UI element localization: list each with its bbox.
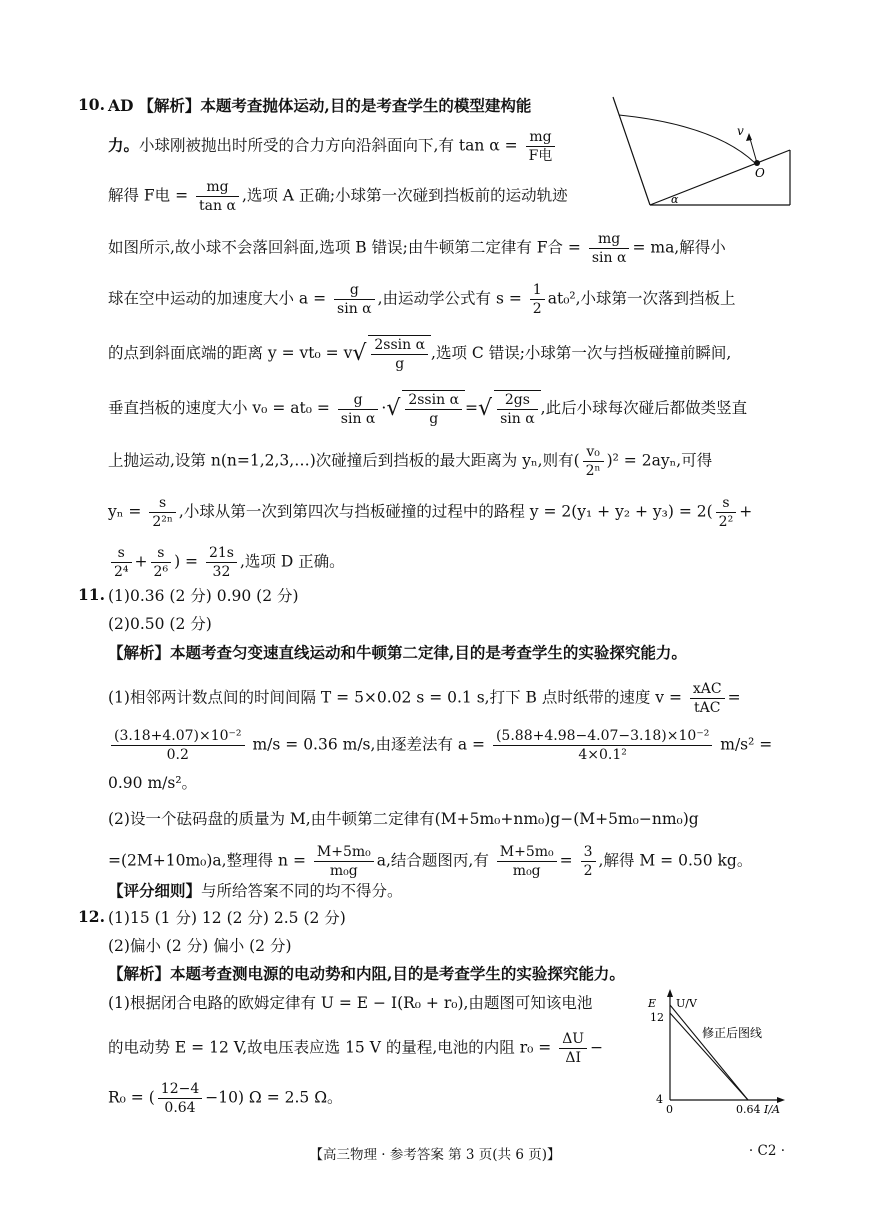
y-axis-arrow-icon <box>667 989 673 997</box>
q11-p3: 0.90 m/s²。 <box>108 774 198 792</box>
q11-p4: (2)设一个砝码盘的质量为 M,由牛顿第二定律有(M+5m₀+nm₀)g−(M+5m₀−nm₀)g <box>108 810 699 828</box>
q12-p1: (1)根据闭合电路的欧姆定律有 U = E − I(R₀ + r₀),由题图可知该电池 <box>108 994 593 1012</box>
q10-line2: 力。小球刚被抛出时所受的合力方向沿斜面向下,有 tan α = $\frac{mg}{\text{F电}}$ <box>108 128 558 165</box>
corrected-line-note: 修正后图线 <box>702 1026 763 1040</box>
fraction: $\frac{1}{2}$ <box>530 281 545 318</box>
fraction: $\frac{\text{2ssin α}}{g}$ <box>371 336 428 373</box>
corrected-line <box>670 1005 748 1100</box>
incline-figure <box>605 95 795 210</box>
alpha-label: α <box>671 193 679 206</box>
fraction: $\frac{s}{\text{2²}}$ <box>716 494 737 531</box>
fraction: $\frac{21s}{32}$ <box>206 544 237 581</box>
q12-p2: 的电动势 E = 12 V,故电压表应选 15 V 的量程,电池的内阻 r₀ = $\frac{\Delta U}{\Delta I}$ − <box>108 1031 604 1066</box>
q12-answer1: (1)15 (1 分) 12 (2 分) 2.5 (2 分) <box>108 909 346 927</box>
q12-p3: R₀ = ( $\frac{12-4}{0.64}$ −10) Ω = 2.5 Ω。 <box>108 1081 343 1116</box>
arrow-head-icon <box>746 133 752 141</box>
q10-line4: 如图所示,故小球不会落回斜面,选项 B 错误;由牛顿第二定律有 F合 = $\frac{mg}{\text{sin α}}$ = ma,解得小 <box>108 231 726 266</box>
fraction: $\frac{3}{2}$ <box>581 843 596 880</box>
q10-line6: 的点到斜面底端的距离 y = vt₀ = v√ $\frac{\text{2ssin α}}{g}$ ,选项 C 错误;小球第一次与挡板碰撞前瞬间, <box>108 337 732 372</box>
origin-label: 0 <box>666 1103 673 1115</box>
q10-line8: 上抛运动,设第 n(n=1,2,3,…)次碰撞后到挡板的最大距离为 yₙ,则有( $\frac{\text{v₀}}{\text{2ⁿ}}$ )² = 2ayₙ,可得 <box>108 444 713 479</box>
q11-p5: =(2M+10m₀)a,整理得 n = $\frac{\text{M+5m₀}}{\text{m₀g}}$ a,结合题图丙,有 $\frac{\text{M+5m₀}}{\text{m₀g}}$ = $\frac{3}{2}$ ,解得 M = 0.50 kg。 <box>108 844 753 879</box>
fraction: $\frac{\Delta U}{\Delta I}$ <box>559 1030 587 1067</box>
fraction: $\frac{\text{M+5m₀}}{\text{m₀g}}$ <box>497 843 557 880</box>
q11-number: 11. <box>78 585 105 604</box>
point-o-label: O <box>755 166 765 180</box>
fraction: $\frac{s}{\text{2²ⁿ}}$ <box>149 494 176 531</box>
y-tick-4: 4 <box>656 1093 663 1106</box>
q10-line3: 解得 F电 = $\frac{mg}{\text{tan α}}$ ,选项 A 正确;小球第一次碰到挡板前的运动轨迹 <box>108 179 568 214</box>
fraction: $\frac{g}{\text{sin α}}$ <box>338 391 379 428</box>
fraction: $\frac{\text{M+5m₀}}{\text{m₀g}}$ <box>314 843 374 880</box>
fraction: $\frac{12-4}{0.64}$ <box>158 1080 202 1117</box>
q12-answer2: (2)偏小 (2 分) 偏小 (2 分) <box>108 937 292 955</box>
q11-answer1: (1)0.36 (2 分) 0.90 (2 分) <box>108 587 299 605</box>
ui-graph <box>640 985 790 1115</box>
velocity-label: v <box>737 124 744 138</box>
wall-line <box>613 97 650 205</box>
fraction: $\frac{mg}{\text{F电}}$ <box>526 128 556 165</box>
fraction: $\frac{2gs}{\text{sin α}}$ <box>497 391 538 428</box>
fraction: $\frac{mg}{\text{sin α}}$ <box>589 230 630 267</box>
trajectory-curve <box>619 115 755 163</box>
q10-line7: 垂直挡板的速度大小 v₀ = at₀ = $\frac{g}{\text{sin α}}$ ·√ $\frac{\text{2ssin α}}{g}$ =√ $\frac{2gs}{\text{sin α}}$ ,此后小球每次碰后都做类竖直 <box>108 391 748 427</box>
y-tick-12: 12 <box>650 1011 664 1024</box>
q10-line5: 球在空中运动的加速度大小 a = $\frac{g}{\text{sin α}}$ ,由运动学公式有 s = $\frac{1}{2}$ at₀²,小球第一次落到挡板上 <box>108 282 736 317</box>
x-axis-label: I/A <box>764 1103 780 1115</box>
fraction: $\frac{\text{xAC}}{\text{tAC}}$ <box>690 680 725 717</box>
q10-number: 10. <box>78 95 105 114</box>
q10-line9: yₙ = $\frac{s}{\text{2²ⁿ}}$ ,小球从第一次到第四次与挡板碰撞的过程中的路程 y = 2(y₁ + y₂ + y₃) = 2( $\frac{s}{\text{2²}}$ + <box>108 495 753 530</box>
q11-p2: $\frac{\text{(3.18+4.07)×10⁻²}}{0.2}$ m/s = 0.36 m/s,由逐差法有 a = $\frac{\text{(5.88+4.98−4.07−3.18)×10⁻²}}{\text{4×0.1²}}$ m/s² = <box>108 727 772 764</box>
q10-answer: AD <box>108 96 134 115</box>
fraction: $\frac{s}{\text{2⁶}}$ <box>151 544 172 581</box>
q11-p1: (1)相邻两计数点间的时间间隔 T = 5×0.02 s = 0.1 s,打下 B 点时纸带的速度 v = $\frac{\text{xAC}}{\text{tAC}}$ = <box>108 681 741 716</box>
fraction: $\frac{\text{(5.88+4.98−4.07−3.18)×10⁻²}}{\text{4×0.1²}}$ <box>493 727 712 764</box>
q10-line10: $\frac{s}{\text{2⁴}}$ + $\frac{s}{\text{2⁶}}$ ) = $\frac{21s}{32}$ ,选项 D 正确。 <box>108 544 345 581</box>
q12-number: 12. <box>78 907 105 926</box>
fraction: $\frac{\text{v₀}}{\text{2ⁿ}}$ <box>583 443 604 480</box>
fraction: $\frac{mg}{\text{tan α}}$ <box>196 178 239 215</box>
footer-code: · C2 · <box>748 1143 785 1159</box>
footer-page-info: 【高三物理 · 参考答案 第 3 页(共 6 页)】 <box>309 1147 561 1163</box>
e-label: E <box>648 997 657 1010</box>
fraction: $\frac{\text{(3.18+4.07)×10⁻²}}{0.2}$ <box>111 727 245 764</box>
fraction: $\frac{\text{2ssin α}}{g}$ <box>405 391 462 428</box>
fraction: $\frac{g}{\text{sin α}}$ <box>334 281 375 318</box>
x-tick-064: 0.64 <box>736 1103 761 1115</box>
q12-analysis: 【解析】本题考查测电源的电动势和内阻,目的是考查学生的实验探究能力。 <box>108 964 625 983</box>
q10-line1: AD 【解析】本题考查抛体运动,目的是考查学生的模型建构能 <box>108 96 532 115</box>
y-axis-label: U/V <box>676 997 697 1010</box>
q11-rule: 【评分细则】与所给答案不同的均不得分。 <box>108 881 403 900</box>
fraction: $\frac{s}{\text{2⁴}}$ <box>111 544 132 581</box>
q11-answer2: (2)0.50 (2 分) <box>108 615 212 633</box>
q11-analysis: 【解析】本题考查匀变速直线运动和牛顿第二定律,目的是考查学生的实验探究能力。 <box>108 643 687 662</box>
q10-tag: 【解析】 <box>138 96 201 115</box>
